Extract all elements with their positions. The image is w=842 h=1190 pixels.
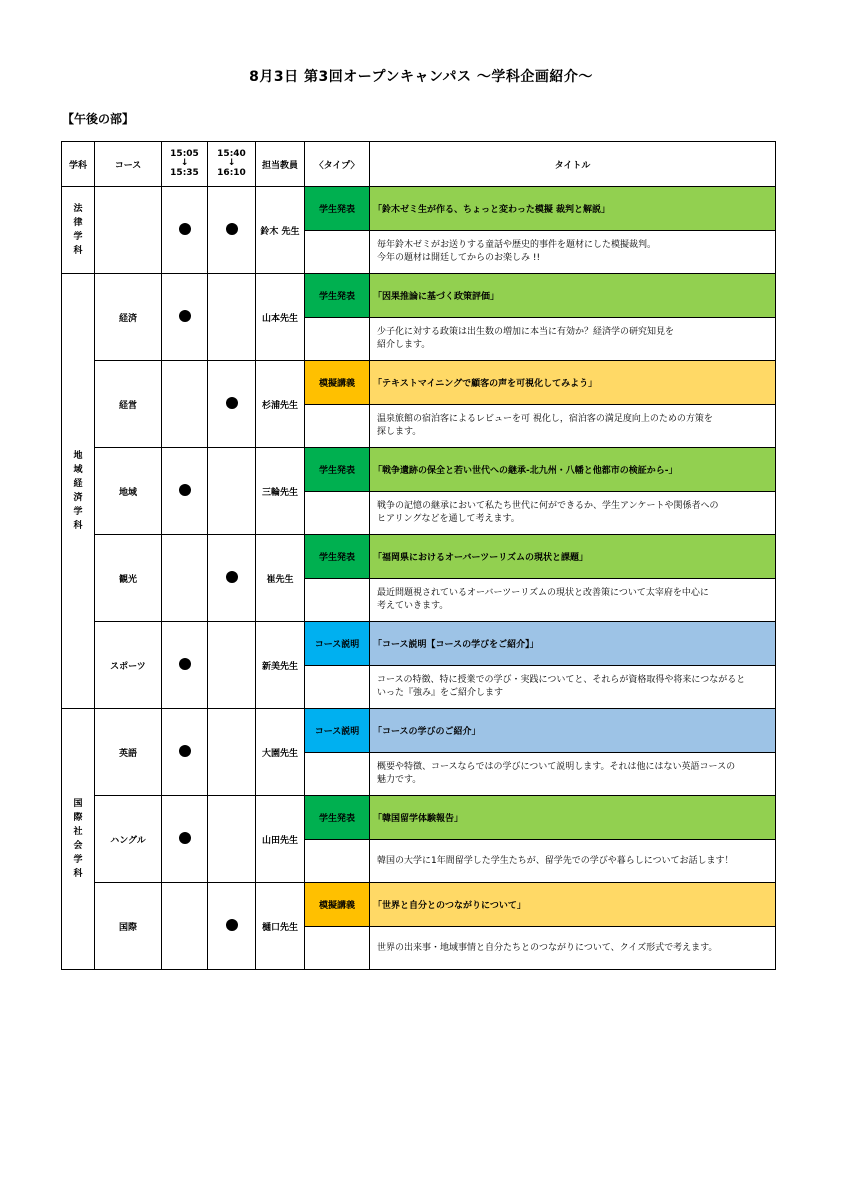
dept-char: 済 [73,493,83,503]
slot2-cell [208,796,256,883]
description-line: いった『強み』をご紹介します [377,688,504,698]
event-description [370,231,776,274]
table-row [62,361,776,405]
table-row [62,187,776,231]
session-dot [226,397,238,409]
dept-char: 科 [73,521,83,531]
table-row [62,622,776,666]
slot2-cell [208,274,256,361]
table-row [62,883,776,927]
session-dot [226,223,238,235]
course-cell: 観光 [95,535,162,622]
slot1-cell [162,883,208,970]
dept-cell [62,187,95,274]
dept-char: 地 [73,451,83,461]
section-label: 【午後の部】 [62,112,135,126]
table-row [62,796,776,840]
dept-char: 律 [73,218,83,228]
slot1-cell [162,622,208,709]
type-blank [305,840,370,883]
slot1-cell [162,274,208,361]
session-dot [179,658,191,670]
dept-char: 国 [73,799,83,809]
description-line: 温泉旅館の宿泊客によるレビューを可 視化し，宿泊客の満足度向上のための方策を [377,414,713,424]
course-cell: 地域 [95,448,162,535]
dept-cell [62,709,95,970]
event-description [370,753,776,796]
event-description [370,492,776,535]
teacher-cell: 樋口先生 [256,883,305,970]
description-line: 少子化に対する政策は出生数の増加に本当に有効か？経済学の研究知見を [377,327,675,337]
type-blank [305,318,370,361]
event-title: 「テキストマイニングで顧客の声を可視化してみよう」 [370,361,776,405]
event-title: 「因果推論に基づく政策評価」 [370,274,776,318]
header-teacher: 担当教員 [256,142,305,187]
header-type: 〈タイプ〉 [305,142,370,187]
type-badge: 学生発表 [305,796,370,840]
dept-char: 域 [73,465,83,475]
teacher-cell: 崔先生 [256,535,305,622]
slot2-cell [208,448,256,535]
type-blank [305,927,370,970]
type-blank [305,666,370,709]
header-slot1: 15:05 ↓ 15:35 [162,142,208,187]
description-line: 韓国の大学に1年間留学した学生たちが、留学先での学びや暮らしについてお話します！ [377,855,734,866]
type-badge: 学生発表 [305,448,370,492]
description-line: 最近問題視されているオーバーツーリズムの現状と改善策について太宰府を中心に [377,588,709,598]
slot1-cell [162,535,208,622]
course-cell: スポーツ [95,622,162,709]
event-title: 「戦争遺跡の保全と若い世代への継承-北九州・八幡と他都市の検証から-」 [370,448,776,492]
description-line: 世界の出来事・地域事情と自分たちとのつながりについて、クイズ形式で考えます。 [377,942,718,953]
type-blank [305,492,370,535]
page-title: 8月3日 第3回オープンキャンパス ～学科企画紹介～ [249,69,593,85]
dept-char: 学 [73,855,83,865]
header-title: タイトル [370,142,776,187]
table-row [62,448,776,492]
type-blank [305,753,370,796]
event-description [370,927,776,970]
type-blank [305,231,370,274]
dept-char: 科 [73,246,83,256]
teacher-cell: 山田先生 [256,796,305,883]
session-dot [226,571,238,583]
slot2-cell [208,709,256,796]
session-dot [179,832,191,844]
header-course: コース [95,142,162,187]
slot1-cell [162,709,208,796]
slot2-cell [208,361,256,448]
slot2-cell [208,535,256,622]
dept-char: 学 [73,232,83,242]
event-title: 「世界と自分とのつながりについて」 [370,883,776,927]
dept-char: 社 [73,827,83,837]
dept-char: 科 [73,869,83,879]
header-dept: 学科 [62,142,95,187]
type-badge: 模擬講義 [305,361,370,405]
event-description [370,405,776,448]
dept-cell [62,274,95,709]
dept-char: 際 [73,813,83,823]
type-badge: コース説明 [305,709,370,753]
header-row [62,142,776,187]
event-description [370,666,776,709]
type-badge: コース説明 [305,622,370,666]
event-description [370,579,776,622]
description-line: 魅力です。 [377,775,422,785]
type-badge: 学生発表 [305,535,370,579]
teacher-cell: 鈴木 先生 [256,187,305,274]
slot2-cell [208,622,256,709]
type-badge: 学生発表 [305,274,370,318]
course-cell: 経営 [95,361,162,448]
teacher-cell: 杉浦先生 [256,361,305,448]
header-slot2: 15:40 ↓ 16:10 [208,142,256,187]
type-blank [305,405,370,448]
type-badge: 学生発表 [305,187,370,231]
table-row [62,535,776,579]
description-line: 戦争の記憶の継承において私たち世代に何ができるか、学生アンケートや関係者への [377,501,719,511]
dept-char: 経 [73,479,83,489]
table-row [62,709,776,753]
course-cell: 国際 [95,883,162,970]
event-title: 「福岡県におけるオーバーツーリズムの現状と課題」 [370,535,776,579]
event-description [370,318,776,361]
event-title: 「コースの学びのご紹介」 [370,709,776,753]
teacher-cell: 山本先生 [256,274,305,361]
description-line: コースの特徴、特に授業での学び・実践についてと、それらが資格取得や将来につながると [377,675,746,685]
type-badge: 模擬講義 [305,883,370,927]
table-row [62,274,776,318]
teacher-cell: 大園先生 [256,709,305,796]
course-cell: 経済 [95,274,162,361]
event-title: 「鈴木ゼミ生が作る、ちょっと変わった模擬 裁判と解説」 [370,187,776,231]
description-line: 今年の題材は開廷してからのお楽しみ !! [377,253,541,263]
slot1-cell [162,448,208,535]
course-cell: 英語 [95,709,162,796]
slot2-cell [208,883,256,970]
slot1-cell [162,361,208,448]
event-description [370,840,776,883]
session-dot [179,484,191,496]
dept-char: 法 [73,204,83,214]
course-cell: ハングル [95,796,162,883]
session-dot [179,223,191,235]
session-dot [226,919,238,931]
description-line: 紹介します。 [377,340,431,350]
session-dot [179,310,191,322]
type-blank [305,579,370,622]
description-line: 毎年鈴木ゼミがお送りする童話や歴史的事件を題材にした模擬裁判。 [377,240,657,250]
description-line: ヒアリングなどを通して考えます。 [377,514,520,524]
slot2-cell [208,187,256,274]
description-line: 探します。 [377,427,422,437]
dept-char: 学 [73,507,83,517]
course-cell [95,187,162,274]
slot1-cell [162,187,208,274]
event-title: 「韓国留学体験報告」 [370,796,776,840]
dept-char: 会 [73,841,83,851]
event-title: 「コース説明【コースの学びをご紹介】」 [370,622,776,666]
teacher-cell: 三輪先生 [256,448,305,535]
schedule-table [61,141,776,970]
slot1-cell [162,796,208,883]
description-line: 概要や特徴、コースならではの学びについて説明します。それは他にはない英語コースの [377,762,736,772]
session-dot [179,745,191,757]
description-line: 考えていきます。 [377,601,449,611]
teacher-cell: 新美先生 [256,622,305,709]
